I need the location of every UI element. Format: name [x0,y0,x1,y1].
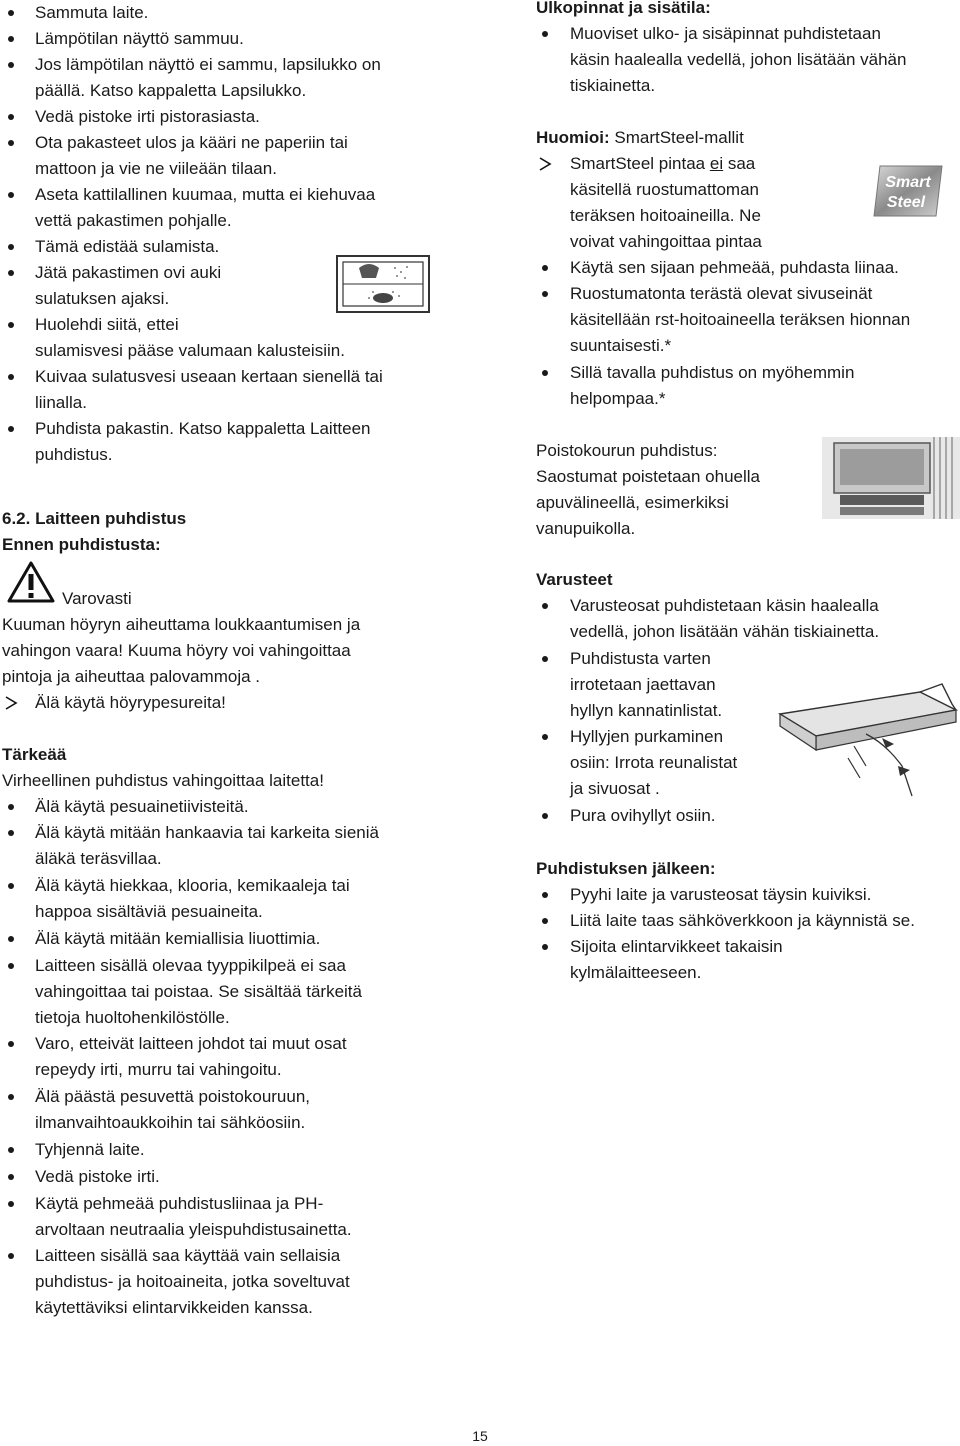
bullet-icon [542,291,548,297]
list-item-text: käsin haalealla vedellä, johon lisätään vähän [570,50,907,69]
shelf-disassembly-illustration [770,674,960,802]
bullet-icon [8,426,14,432]
surfaces-heading: Ulkopinnat ja sisätila: [536,0,711,17]
list-item-text: Laitteen sisällä olevaa tyyppikilpeä ei saa [35,956,346,975]
list-item-text: Tämä edistää sulamista. [35,237,220,256]
list-item-text: irrotetaan jaettavan [570,675,716,694]
bullet-icon [8,936,14,942]
list-item-text: Sillä tavalla puhdistus on myöhemmin [570,363,855,382]
drain-text: vanupuikolla. [536,519,636,538]
bullet-icon [542,370,548,376]
list-item-text: Puhdistusta varten [570,649,711,668]
bullet-icon [8,10,14,16]
bullet-icon [8,1094,14,1100]
bullet-icon [542,944,548,950]
bullet-icon [8,804,14,810]
list-item-text: voivat vahingoittaa pintaa [570,232,762,251]
arrow-bullet-icon [4,696,18,710]
list-item-text: Älä käytä hiekkaa, klooria, kemikaaleja tai [35,876,350,895]
list-item-text: Aseta kattilallinen kuumaa, mutta ei kiehuvaa [35,185,376,204]
list-item-text: Vedä pistoke irti. [35,1167,160,1186]
list-item-text: Älä käytä mitään hankaavia tai karkeita sieniä [35,823,379,842]
caution-text: vahingon vaara! Kuuma höyry voi vahingoittaa [2,641,351,660]
list-item-text: Laitteen sisällä saa käyttää vain sellaisia [35,1246,341,1265]
list-item-text: kylmälaitteeseen. [570,963,702,982]
bullet-icon [8,830,14,836]
drain-text: Poistokourun puhdistus: [536,441,718,460]
subheading: Ennen puhdistusta: [2,535,161,554]
list-item-text: vahingoittaa tai poistaa. Se sisältää tärkeitä [35,982,362,1001]
bullet-icon [8,963,14,969]
list-item-text: osiin: Irrota reunalistat [570,753,738,772]
bullet-icon [8,374,14,380]
text-span: saa [723,154,756,173]
list-item-text: Pyyhi laite ja varusteosat täysin kuiviksi. [570,885,872,904]
caution-text: Kuuman höyryn aiheuttama loukkaantumisen ja [2,615,361,634]
list-item-text: Liitä laite taas sähköverkkoon ja käynnistä se. [570,911,915,930]
list-item-text: repeydy irti, murru tai vahingoitu. [35,1060,282,1079]
list-item-text: Varo, etteivät laitteen johdot tai muut osat [35,1034,347,1053]
list-item-text: Jos lämpötilan näyttö ei sammu, lapsilukko on [35,55,381,74]
list-item-text: Varusteosat puhdistetaan käsin haalealla [570,596,879,615]
logo-text: Smart [885,174,931,191]
bullet-icon [8,1201,14,1207]
list-item-text: Ruostumatonta terästä olevat sivuseinät [570,284,873,303]
bullet-icon [542,734,548,740]
list-item-text: äläkä teräsvillaa. [35,849,162,868]
list-item-text: ja sivuosat . [570,779,660,798]
list-item-text: Hyllyjen purkaminen [570,727,724,746]
list-item-text: hyllyn kannatinlistat. [570,701,723,720]
list-item-text: arvoltaan neutraalia yleispuhdistusainetta. [35,1220,352,1239]
after-heading: Puhdistuksen jälkeen: [536,859,716,878]
list-item-text: vettä pakastimen pohjalle. [35,211,232,230]
text-span: SmartSteel pintaa [570,154,710,173]
list-item-text: mattoon ja vie ne viileään tilaan. [35,159,277,178]
bullet-icon [8,1174,14,1180]
list-item-text: puhdistus. [35,445,113,464]
caution-text: pintoja ja aiheuttaa palovammoja . [2,667,260,686]
drain-text: Saostumat poistetaan ohuella [536,467,760,486]
list-item-text: käytettäviksi elintarvikkeiden kanssa. [35,1298,313,1317]
list-item-text: Pura ovihyllyt osiin. [570,806,716,825]
list-item-text: Lämpötilan näyttö sammuu. [35,29,244,48]
smartsteel-arrow-text [570,151,755,177]
list-item-text: vedellä, johon lisätään vähän tiskiainetta. [570,622,880,641]
note-label: Huomioi: [536,128,610,147]
list-item-text: käsitellään rst-hoitoaineella teräksen hionnan [570,310,911,329]
list-item-text: Muoviset ulko- ja sisäpinnat puhdistetaan [570,24,881,43]
bullet-icon [542,892,548,898]
drain-channel-illustration [822,437,960,519]
note-text: SmartSteel-mallit [609,128,744,147]
bullet-icon [8,1253,14,1259]
bullet-icon [542,31,548,37]
list-item-text: teräksen hoitoaineilla. Ne [570,206,761,225]
list-item-text: Huolehdi siitä, ettei [35,315,179,334]
list-item-text: Sijoita elintarvikkeet takaisin [570,937,783,956]
list-item-text: tietoja huoltohenkilöstölle. [35,1008,230,1027]
list-item-text: sulamisvesi pääse valumaan kalusteisiin. [35,341,345,360]
list-item-text: Kuivaa sulatusvesi useaan kertaan sienellä tai [35,367,383,386]
list-item-text: suuntaisesti.* [570,336,672,355]
list-item-text: Ota pakasteet ulos ja kääri ne paperiin tai [35,133,348,152]
bullet-icon [8,114,14,120]
list-item-text: päällä. Katso kappaletta Lapsilukko. [35,81,307,100]
bullet-icon [8,36,14,42]
bullet-icon [542,918,548,924]
important-heading: Tärkeää [2,745,67,764]
bullet-icon [8,244,14,250]
caution-arrow-item: Älä käytä höyrypesureita! [35,693,226,712]
bullet-icon [8,192,14,198]
underlined-text: ei [709,154,724,173]
list-item-text: Puhdista pakastin. Katso kappaletta Laitteen [35,419,371,438]
list-item-text: Älä päästä pesuvettä poistokouruun, [35,1087,311,1106]
page-number: 15 [472,1428,488,1444]
accessories-heading: Varusteet [536,570,613,589]
list-item-text: Käytä sen sijaan pehmeää, puhdasta liinaa. [570,258,899,277]
bullet-icon [8,322,14,328]
list-item-text: puhdistus- ja hoitoaineita, jotka soveltuvat [35,1272,350,1291]
bullet-icon [8,270,14,276]
bullet-icon [8,1147,14,1153]
freezer-defrost-illustration [335,254,431,314]
bullet-icon [8,883,14,889]
bullet-icon [542,656,548,662]
arrow-bullet-icon [538,157,552,171]
list-item-text: Sammuta laite. [35,3,149,22]
list-item-text: ilmanvaihtoaukkoihin tai sähköosiin. [35,1113,306,1132]
section-heading: 6.2. Laitteen puhdistus [2,509,187,528]
smartsteel-logo [872,164,944,218]
list-item-text: Älä käytä mitään kemiallisia liuottimia. [35,929,321,948]
logo-text: Steel [886,194,926,211]
list-item-text: Jätä pakastimen ovi auki [35,263,222,282]
important-text: Virheellinen puhdistus vahingoittaa laitetta! [2,771,324,790]
bullet-icon [542,265,548,271]
list-item-text: happoa sisältäviä pesuaineita. [35,902,263,921]
list-item-text: tiskiainetta. [570,76,656,95]
list-item-text: liinalla. [35,393,87,412]
list-item-text: käsitellä ruostumattoman [570,180,759,199]
bullet-icon [8,140,14,146]
bullet-icon [8,1041,14,1047]
list-item-text: Vedä pistoke irti pistorasiasta. [35,107,260,126]
bullet-icon [8,62,14,68]
list-item-text: sulatuksen ajaksi. [35,289,170,308]
caution-label: Varovasti [62,589,132,608]
drain-text: apuvälineellä, esimerkiksi [536,493,729,512]
list-item-text: Tyhjennä laite. [35,1140,145,1159]
list-item-text: helpompaa.* [570,389,666,408]
warning-triangle-icon [6,560,56,604]
note-line [536,125,744,151]
list-item-text: Käytä pehmeää puhdistusliinaa ja PH- [35,1194,324,1213]
bullet-icon [542,603,548,609]
bullet-icon [542,813,548,819]
list-item-text: Älä käytä pesuainetiivisteitä. [35,797,249,816]
